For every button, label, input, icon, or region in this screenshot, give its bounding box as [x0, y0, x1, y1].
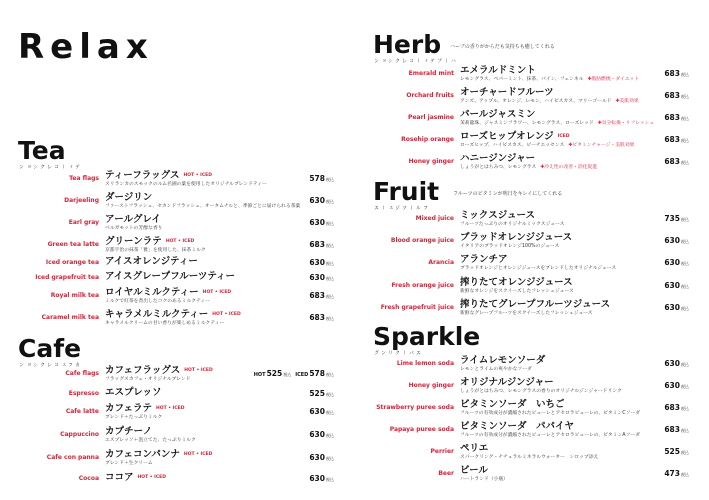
item-price-value: 630	[309, 218, 325, 227]
item-note: ✚気分転換・リフレッシュ	[597, 121, 655, 126]
item-jp-text: ココア	[105, 472, 134, 483]
item-jp-name	[460, 153, 535, 165]
item-desc-text: ベルガモットの芳醇な香り	[105, 226, 163, 231]
item-jp-name	[105, 256, 198, 268]
menu-item	[0, 309, 354, 329]
item-en-name: Orchard fruits	[406, 92, 454, 99]
item-jp-text: アイスオレンジティー	[105, 256, 198, 267]
item-desc-text: 新鮮なオレンジをスクイーズしたフレッシュジュース	[460, 289, 574, 294]
item-jp-name	[105, 449, 212, 461]
item-jp-text: ダージリン	[105, 192, 153, 203]
item-desc-text: フルーツの有効成分が濃縮されたピューレとアセロラピューレの、ビタミンAソーダ	[460, 433, 640, 438]
item-price	[309, 196, 334, 205]
item-jp-name	[460, 277, 573, 289]
item-desc	[105, 461, 153, 467]
menu-item	[355, 87, 709, 107]
item-en-name: Perrier	[430, 448, 454, 455]
item-jp-name	[105, 236, 194, 248]
item-en-name: Honey ginger	[408, 158, 454, 165]
item-jp-name	[460, 109, 535, 121]
item-price	[664, 381, 689, 390]
item-price-value: 683	[664, 425, 680, 434]
item-price	[664, 281, 689, 290]
item-desc	[105, 438, 196, 444]
item-tax: 税込	[326, 276, 334, 281]
section-title: Fruit	[373, 177, 440, 206]
menu-item	[355, 65, 709, 85]
item-price-value: 578	[309, 369, 325, 378]
item-price	[309, 174, 334, 183]
item-desc-text: ハートランド（小瓶）	[460, 477, 508, 482]
item-price	[664, 303, 689, 312]
item-jp-text: カプチーノ	[105, 426, 153, 437]
item-desc	[460, 389, 622, 395]
item-jp-name	[105, 214, 161, 226]
item-desc	[460, 433, 640, 439]
item-jp-name	[460, 377, 554, 389]
item-price	[254, 369, 334, 378]
item-desc-text: ブレンド＋生クリーム	[105, 461, 153, 466]
item-desc	[105, 299, 210, 305]
item-desc	[105, 248, 206, 254]
item-tax: 税込	[681, 472, 689, 477]
page-title: Relax	[18, 27, 154, 67]
item-price	[664, 359, 689, 368]
item-desc-text: 新鮮なグレープフルーツをスクイーズしたフレッシュジュース	[460, 311, 593, 316]
item-jp-name	[460, 65, 536, 77]
menu-item	[355, 277, 709, 297]
item-jp-text: アランチア	[460, 254, 508, 265]
item-price-value: 630	[664, 381, 680, 390]
item-price-value: 630	[664, 359, 680, 368]
item-tax: 税込	[681, 217, 689, 222]
item-en-name: Green tea latte	[47, 241, 99, 248]
menu-item	[355, 421, 709, 441]
item-badge: HOT • ICED	[183, 452, 213, 457]
menu-item	[355, 299, 709, 319]
item-desc-text: フルーツの有効成分が濃縮されたピューレとアセロラピューレの、ビタミンCソーダ	[460, 411, 641, 416]
item-jp-text: ペリエ	[460, 443, 489, 454]
section-desc: ハーブの香りがからだも気持ちも癒してくれる	[450, 44, 555, 50]
item-price	[309, 474, 334, 483]
item-tax: 税込	[326, 456, 334, 461]
item-en-name: Emerald mint	[408, 70, 454, 77]
menu-item	[355, 465, 709, 485]
item-desc-text: ローズヒップ、ハイビスカス、ピーチエッセンス	[460, 143, 565, 148]
section-vertical-label: カフェコレクション	[18, 362, 80, 368]
item-price	[309, 389, 334, 398]
item-price-value: 630	[664, 236, 680, 245]
item-badge: HOT • ICED	[212, 312, 241, 317]
menu-item	[0, 426, 354, 446]
item-tax: 税込	[681, 261, 689, 266]
item-desc-text: キャラメルクリームの甘い香りが楽しめるミルクティー	[105, 321, 225, 326]
item-jp-name	[460, 131, 569, 143]
item-price-value: 683	[309, 240, 325, 249]
item-en-name: Tea flags	[69, 175, 99, 182]
item-desc-text: イタリアのブラッドオレンジ100%のジュース	[460, 244, 560, 249]
item-badge: HOT • ICED	[184, 368, 213, 373]
item-price	[309, 218, 334, 227]
section-desc: フルーツのビタミンが明日をキレイにしてくれる	[453, 191, 563, 197]
menu-item	[355, 399, 709, 419]
item-badge: HOT • ICED	[156, 406, 185, 411]
section-vertical-label: ハーブティーコレクション	[373, 58, 456, 64]
section-title: Herb	[373, 30, 442, 59]
item-tax: 税込	[681, 384, 689, 389]
item-desc-text: ファーストフラッシュ、セカンドフラッシュ、オータムナルと、季節ごとに届けられる茶葉	[105, 204, 301, 209]
item-desc	[460, 165, 597, 171]
item-jp-text: ビタミンソーダ パパイヤ	[460, 421, 575, 432]
item-desc	[460, 477, 508, 483]
item-jp-text: エスプレッソ	[105, 387, 162, 398]
item-jp-text: アイスグレープフルーツティー	[105, 271, 236, 282]
item-desc	[105, 226, 162, 232]
item-tax: 税込	[326, 433, 334, 438]
item-jp-name	[105, 192, 152, 204]
item-jp-text: カフェラテ	[105, 403, 153, 414]
item-jp-text: 搾りたてグレープフルーツジュース	[460, 299, 611, 310]
menu-item	[355, 355, 709, 375]
item-price-value: 525	[664, 447, 680, 456]
item-price	[664, 236, 689, 245]
item-desc-text: フラッグスカフェ・オリジナルブレンド	[105, 377, 191, 382]
item-desc	[460, 99, 639, 105]
menu-item	[0, 192, 354, 212]
item-price-value: 578	[309, 174, 325, 183]
item-desc-text: エスプレッソ＋泡立てた、たっぷりミルク	[105, 438, 196, 443]
item-en-name: Earl gray	[68, 219, 99, 226]
item-jp-text: カフェコンパンナ	[105, 449, 180, 460]
item-tax: 税込	[326, 410, 334, 415]
item-desc-text: ミルクで紅茶を煮出したコクのあるミルクティー	[105, 299, 210, 304]
hot-tax: 税込	[283, 372, 292, 377]
item-jp-text: オリジナルジンジャー	[460, 377, 554, 388]
item-desc-text: ブレンド＋たっぷりミルク	[105, 415, 163, 420]
item-tax: 税込	[326, 316, 334, 321]
item-jp-name	[105, 170, 212, 182]
item-tax: 税込	[681, 428, 689, 433]
item-jp-text: ハニージンジャー	[460, 153, 536, 164]
item-jp-text: グリーンラテ	[105, 236, 162, 247]
item-jp-text: アールグレイ	[105, 214, 161, 225]
item-price	[664, 258, 689, 267]
item-tax: 税込	[326, 372, 334, 377]
hot-price: 525	[266, 369, 283, 378]
item-jp-name	[460, 299, 610, 311]
item-jp-name	[105, 387, 162, 399]
item-price-value: 683	[664, 403, 680, 412]
item-tax: 税込	[681, 284, 689, 289]
item-jp-name	[460, 443, 488, 455]
item-jp-name	[105, 472, 166, 484]
item-jp-name	[105, 426, 152, 438]
item-desc-text: しょうがとはちみつ、レモングラスの香りのオリジナルジンジャードリンク	[460, 389, 622, 394]
item-en-name: Honey ginger	[408, 382, 454, 389]
item-jp-text: ライムレモンソーダ	[460, 355, 546, 366]
item-en-name: Fresh orange juice	[391, 282, 454, 289]
item-jp-text: ティーフラッグス	[105, 170, 180, 181]
menu-item	[355, 210, 709, 230]
item-jp-text: パールジャスミン	[460, 109, 536, 120]
item-jp-text: ビタミンソーダ いちご	[460, 399, 565, 410]
item-desc	[105, 377, 190, 383]
item-price	[664, 135, 689, 144]
menu-item	[0, 449, 354, 469]
item-price	[664, 469, 689, 478]
item-jp-name	[460, 232, 572, 244]
menu-item	[0, 170, 354, 190]
item-price	[664, 91, 689, 100]
item-en-name: Beer	[438, 470, 454, 477]
menu-item	[0, 236, 354, 256]
item-price	[309, 430, 334, 439]
item-jp-text: 搾りたてオレンジジュース	[460, 277, 573, 288]
item-desc	[460, 411, 640, 417]
item-badge: HOT • ICED	[183, 173, 212, 178]
item-tax: 税込	[681, 406, 689, 411]
item-price	[664, 425, 689, 434]
item-en-name: Cafe latte	[65, 408, 99, 415]
item-desc-text: しょうがとはちみつ、レモングラス	[460, 165, 537, 170]
item-desc	[460, 367, 532, 373]
item-jp-name	[460, 465, 488, 477]
item-tax: 税込	[681, 362, 689, 367]
item-desc-text: 京都宇治の抹茶「雅」を使用した、抹茶ミルク	[105, 248, 206, 253]
item-en-name: Fresh grapefruit juice	[380, 304, 454, 311]
item-tax: 税込	[326, 243, 334, 248]
item-price	[309, 313, 334, 322]
item-price-value: 630	[309, 196, 325, 205]
item-desc	[460, 311, 593, 317]
item-jp-text: カフェフラッグス	[105, 365, 181, 376]
item-desc-text: スパークリング・ナチュラルミネラルウォーター シロップ添え	[460, 455, 599, 460]
item-en-name: Arancia	[428, 259, 454, 266]
item-en-name: Caramel milk tea	[41, 314, 99, 321]
item-desc	[105, 182, 267, 188]
item-desc-text: アンズ、アップル、オレンジ、レモン、ハイビスカス、マリーゴールド	[460, 99, 612, 104]
item-price-value: 630	[309, 407, 325, 416]
item-price-value: 683	[664, 91, 680, 100]
iced-label: ICED	[295, 372, 309, 378]
item-jp-name	[105, 309, 241, 321]
item-note: ✚脂肪燃焼・ダイエット	[587, 77, 640, 82]
item-en-name: Lime lemon soda	[396, 360, 454, 367]
item-price-value: 630	[309, 453, 325, 462]
item-jp-text: キャラメルミルクティー	[105, 309, 209, 320]
item-price-value: 735	[664, 214, 680, 223]
menu-item	[0, 365, 354, 385]
item-jp-text: ビール	[460, 465, 488, 476]
item-price	[309, 453, 334, 462]
item-tax: 税込	[326, 294, 334, 299]
item-tax: 税込	[326, 261, 334, 266]
section-vertical-label: スパークリング	[373, 350, 421, 356]
item-en-name: Darjeeling	[64, 197, 99, 204]
item-jp-text: オーチャードフルーツ	[460, 87, 554, 98]
item-en-name: Royal milk tea	[50, 292, 99, 299]
item-price-value: 473	[664, 469, 680, 478]
section-vertical-label: ティーコレクション	[18, 164, 80, 170]
item-price	[664, 447, 689, 456]
item-price-value: 683	[664, 69, 680, 78]
item-en-name: Papaya puree soda	[389, 426, 454, 433]
item-badge: HOT • ICED	[202, 290, 232, 295]
item-price-value: 630	[309, 273, 325, 282]
item-desc-text: レモンとライムの爽やかなソーダ	[460, 367, 532, 372]
item-jp-text: ブラッドオレンジジュース	[460, 232, 573, 243]
item-desc-text: 茉莉龍珠、ジャスミンフラワー、レモングラス、ローズレッド	[460, 121, 594, 126]
menu-item	[0, 472, 354, 492]
item-jp-name	[105, 403, 185, 415]
item-jp-name	[460, 399, 565, 411]
menu-item	[0, 214, 354, 234]
item-price	[309, 273, 334, 282]
item-en-name: Rosehip orange	[401, 136, 454, 143]
menu-item	[0, 287, 354, 307]
item-tax: 税込	[681, 94, 689, 99]
item-jp-name	[105, 287, 231, 299]
item-en-name: Mixed juice	[415, 215, 454, 222]
menu-item	[355, 109, 709, 129]
item-tax: 税込	[681, 116, 689, 121]
item-price-value: 630	[309, 430, 325, 439]
item-jp-name	[105, 365, 213, 377]
item-en-name: Cappuccino	[60, 431, 99, 438]
item-price	[309, 258, 334, 267]
item-desc-text: フルーツたっぷりのオリジナルミックスジュース	[460, 222, 565, 227]
menu-item	[355, 443, 709, 463]
item-en-name: Espresso	[68, 390, 99, 397]
item-price	[664, 113, 689, 122]
item-desc	[460, 266, 616, 272]
item-price-value: 683	[664, 157, 680, 166]
item-tax: 税込	[681, 138, 689, 143]
menu-item	[0, 403, 354, 423]
section-vertical-label: フルーツジュース	[373, 205, 428, 211]
item-tax: 税込	[681, 160, 689, 165]
item-tax: 税込	[681, 450, 689, 455]
menu-item	[355, 153, 709, 173]
item-desc	[460, 289, 574, 295]
item-jp-name	[460, 355, 545, 367]
item-price-value: 683	[664, 135, 680, 144]
item-desc-text: ブラッドオレンジとオレンジジュースをブレンドしたオリジナルジュース	[460, 266, 617, 271]
item-badge: ICED	[557, 134, 570, 139]
item-price-value: 630	[309, 474, 325, 483]
item-en-name: Cafe con panna	[46, 454, 99, 461]
item-price	[664, 403, 689, 412]
menu-item	[355, 254, 709, 274]
item-en-name: Iced orange tea	[45, 259, 99, 266]
item-desc-text: スリランカのスモックのルム名園の葉を使用したオリジナルブレンドティー	[105, 182, 267, 187]
item-note: ✚ビタミンチャージ・美肌効果	[568, 143, 635, 148]
item-price-value: 683	[664, 113, 680, 122]
item-jp-text: ローズヒップオレンジ	[460, 131, 554, 142]
item-note: ✚冷え性の改善・消化促進	[540, 165, 598, 170]
item-tax: 税込	[326, 392, 334, 397]
item-badge: HOT • ICED	[165, 239, 195, 244]
item-price	[309, 291, 334, 300]
item-tax: 税込	[326, 177, 334, 182]
item-en-name: Cocoa	[78, 475, 99, 482]
item-jp-text: ロイヤルミルクティー	[105, 287, 199, 298]
item-price-value: 683	[309, 291, 325, 300]
item-en-name: Blood orange juice	[390, 237, 454, 244]
item-badge: HOT • ICED	[137, 475, 166, 480]
item-price-value: 630	[309, 258, 325, 267]
section-title: Cafe	[18, 334, 82, 363]
item-desc	[460, 455, 598, 461]
item-desc	[460, 222, 564, 228]
item-price-value: 630	[664, 281, 680, 290]
item-price-value: 683	[309, 313, 325, 322]
item-desc	[460, 77, 639, 83]
item-price-value: 525	[309, 389, 325, 398]
section-title: Sparkle	[373, 322, 481, 351]
item-jp-name	[460, 87, 554, 99]
item-price	[309, 407, 334, 416]
item-desc	[460, 244, 559, 250]
item-desc	[105, 204, 300, 210]
item-note: ✚美肌効果	[615, 99, 639, 104]
hot-label: HOT	[253, 372, 266, 378]
item-tax: 税込	[681, 72, 689, 77]
item-tax: 税込	[681, 239, 689, 244]
item-jp-name	[460, 254, 508, 266]
item-price	[664, 214, 689, 223]
item-jp-name	[105, 271, 235, 283]
item-en-name: Pearl jasmine	[408, 114, 454, 121]
item-price	[664, 157, 689, 166]
item-jp-name	[460, 421, 574, 433]
section-title: Tea	[18, 136, 66, 165]
item-price-value: 630	[664, 258, 680, 267]
item-en-name: Iced grapefruit tea	[35, 274, 99, 281]
item-desc-text: レモングラス、ペパーミント、抹茶、パイン、フェンネル	[460, 77, 584, 82]
item-jp-text: エメラルドミント	[460, 65, 536, 76]
item-desc	[105, 321, 224, 327]
menu-item	[355, 232, 709, 252]
item-tax: 税込	[326, 477, 334, 482]
item-jp-text: ミックスジュース	[460, 210, 536, 221]
menu-item	[355, 377, 709, 397]
item-desc	[460, 143, 634, 149]
item-desc	[460, 121, 654, 127]
item-jp-name	[460, 210, 535, 222]
item-en-name: Strawberry puree soda	[376, 404, 454, 411]
item-en-name: Cafe flags	[65, 370, 99, 377]
menu-item	[355, 131, 709, 151]
item-price	[664, 69, 689, 78]
item-tax: 税込	[681, 306, 689, 311]
item-price	[309, 240, 334, 249]
item-tax: 税込	[326, 199, 334, 204]
item-price-value: 630	[664, 303, 680, 312]
item-tax: 税込	[326, 221, 334, 226]
item-desc	[105, 415, 162, 421]
